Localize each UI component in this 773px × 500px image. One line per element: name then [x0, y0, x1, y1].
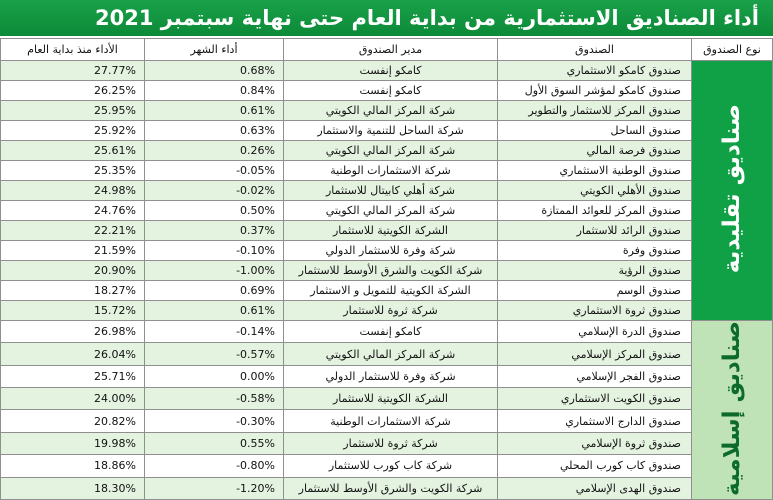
header-ytd-performance: الأداء منذ بداية العام [1, 39, 145, 61]
fund-name-cell: صندوق فرصة المالي [498, 141, 692, 161]
ytd-performance-cell: 26.04% [1, 343, 145, 365]
fund-manager-cell: شركة المركز المالي الكويتي [284, 343, 498, 365]
ytd-performance-cell: 25.95% [1, 101, 145, 121]
group-traditional-funds [692, 61, 773, 321]
table-row [1, 161, 773, 181]
table-row [1, 301, 773, 321]
month-performance-cell: -0.58% [145, 388, 284, 410]
fund-name-cell: صندوق وفرة [498, 241, 692, 261]
month-performance-cell: -1.00% [145, 261, 284, 281]
fund-name-cell: صندوق الدارج الاستثماري [498, 410, 692, 432]
fund-name-cell: صندوق الوطنية الاستثماري [498, 161, 692, 181]
fund-name-cell: صندوق كامكو الاستثماري [498, 61, 692, 81]
table-row [1, 365, 773, 387]
month-performance-cell: -0.57% [145, 343, 284, 365]
ytd-performance-cell: 25.61% [1, 141, 145, 161]
month-performance-cell: 0.61% [145, 301, 284, 321]
fund-name-cell: صندوق الرائد للاستثمار [498, 221, 692, 241]
month-performance-cell: -1.20% [145, 477, 284, 499]
ytd-performance-cell: 20.90% [1, 261, 145, 281]
month-performance-cell: 0.63% [145, 121, 284, 141]
fund-manager-cell: كامكو إنفست [284, 81, 498, 101]
funds-table [0, 38, 773, 500]
header-manager: مدير الصندوق [284, 39, 498, 61]
month-performance-cell: -0.80% [145, 455, 284, 477]
ytd-performance-cell: 19.98% [1, 432, 145, 454]
table-row [1, 343, 773, 365]
ytd-performance-cell: 22.21% [1, 221, 145, 241]
ytd-performance-cell: 18.27% [1, 281, 145, 301]
ytd-performance-cell: 15.72% [1, 301, 145, 321]
table-row [1, 261, 773, 281]
month-performance-cell: -0.05% [145, 161, 284, 181]
ytd-performance-cell: 26.98% [1, 321, 145, 343]
table-row [1, 61, 773, 81]
fund-manager-cell: الشركة الكويتية للاستثمار [284, 388, 498, 410]
fund-manager-cell: شركة الكويت والشرق الأوسط للاستثمار [284, 477, 498, 499]
header-month-performance: أداء الشهر [145, 39, 284, 61]
fund-name-cell: صندوق الساحل [498, 121, 692, 141]
fund-name-cell: صندوق الهدى الإسلامي [498, 477, 692, 499]
ytd-performance-cell: 25.92% [1, 121, 145, 141]
fund-name-cell: صندوق الوسم [498, 281, 692, 301]
month-performance-cell: 0.69% [145, 281, 284, 301]
fund-manager-cell: شركة المركز المالي الكويتي [284, 141, 498, 161]
fund-name-cell: صندوق الكويت الاستثماري [498, 388, 692, 410]
header-row [1, 39, 773, 61]
group-islamic-funds [692, 321, 773, 500]
fund-name-cell: صندوق ثروة الاستثماري [498, 301, 692, 321]
ytd-performance-cell: 24.00% [1, 388, 145, 410]
month-performance-cell: 0.26% [145, 141, 284, 161]
fund-name-cell: صندوق كاب كورب المحلي [498, 455, 692, 477]
group-label: صناديق تقليدية [718, 104, 745, 274]
fund-name-cell: صندوق كامكو لمؤشر السوق الأول [498, 81, 692, 101]
ytd-performance-cell: 24.98% [1, 181, 145, 201]
fund-name-cell: صندوق الدرة الإسلامي [498, 321, 692, 343]
month-performance-cell: 0.55% [145, 432, 284, 454]
ytd-performance-cell: 18.86% [1, 455, 145, 477]
group-label: صناديق إسلامية [718, 321, 745, 496]
fund-manager-cell: الشركة الكويتية للتمويل و الاستثمار [284, 281, 498, 301]
month-performance-cell: 0.84% [145, 81, 284, 101]
table-row [1, 201, 773, 221]
ytd-performance-cell: 26.25% [1, 81, 145, 101]
table-row [1, 121, 773, 141]
ytd-performance-cell: 18.30% [1, 477, 145, 499]
table-row [1, 477, 773, 499]
fund-manager-cell: شركة المركز المالي الكويتي [284, 201, 498, 221]
table-row [1, 81, 773, 101]
table-row [1, 241, 773, 261]
fund-name-cell: صندوق الفجر الإسلامي [498, 365, 692, 387]
page-title: أداء الصناديق الاستثمارية من بداية العام حتى نهاية سبتمبر 2021 [0, 0, 773, 36]
fund-manager-cell: شركة الكويت والشرق الأوسط للاستثمار [284, 261, 498, 281]
fund-manager-cell: شركة المركز المالي الكويتي [284, 101, 498, 121]
fund-name-cell: صندوق المركز للعوائد الممتازة [498, 201, 692, 221]
ytd-performance-cell: 25.35% [1, 161, 145, 181]
ytd-performance-cell: 21.59% [1, 241, 145, 261]
fund-manager-cell: الشركة الكويتية للاستثمار [284, 221, 498, 241]
fund-name-cell: صندوق الأهلي الكويتي [498, 181, 692, 201]
fund-name-cell: صندوق المركز للاستثمار والتطوير [498, 101, 692, 121]
table-row [1, 432, 773, 454]
fund-manager-cell: شركة الاستثمارات الوطنية [284, 410, 498, 432]
table-row [1, 321, 773, 343]
table-row [1, 221, 773, 241]
month-performance-cell: -0.02% [145, 181, 284, 201]
ytd-performance-cell: 20.82% [1, 410, 145, 432]
fund-manager-cell: كامكو إنفست [284, 61, 498, 81]
fund-manager-cell: شركة وفرة للاستثمار الدولي [284, 241, 498, 261]
month-performance-cell: 0.61% [145, 101, 284, 121]
fund-manager-cell: كامكو إنفست [284, 321, 498, 343]
month-performance-cell: 0.50% [145, 201, 284, 221]
month-performance-cell: -0.10% [145, 241, 284, 261]
ytd-performance-cell: 24.76% [1, 201, 145, 221]
month-performance-cell: 0.68% [145, 61, 284, 81]
fund-manager-cell: شركة الاستثمارات الوطنية [284, 161, 498, 181]
month-performance-cell: -0.14% [145, 321, 284, 343]
table-row [1, 181, 773, 201]
fund-name-cell: صندوق ثروة الإسلامي [498, 432, 692, 454]
header-fund-type: نوع الصندوق [692, 39, 773, 61]
fund-manager-cell: شركة وفرة للاستثمار الدولي [284, 365, 498, 387]
ytd-performance-cell: 25.71% [1, 365, 145, 387]
table-row [1, 410, 773, 432]
header-fund: الصندوق [498, 39, 692, 61]
month-performance-cell: 0.00% [145, 365, 284, 387]
ytd-performance-cell: 27.77% [1, 61, 145, 81]
fund-manager-cell: شركة ثروة للاستثمار [284, 432, 498, 454]
fund-manager-cell: شركة الساحل للتنمية والاستثمار [284, 121, 498, 141]
table-row [1, 141, 773, 161]
table-row [1, 101, 773, 121]
table-row [1, 455, 773, 477]
table-row [1, 281, 773, 301]
fund-manager-cell: شركة أهلي كابيتال للاستثمار [284, 181, 498, 201]
month-performance-cell: -0.30% [145, 410, 284, 432]
month-performance-cell: 0.37% [145, 221, 284, 241]
fund-manager-cell: شركة ثروة للاستثمار [284, 301, 498, 321]
fund-name-cell: صندوق المركز الإسلامي [498, 343, 692, 365]
fund-name-cell: صندوق الرؤية [498, 261, 692, 281]
fund-manager-cell: شركة كاب كورب للاستثمار [284, 455, 498, 477]
table-row [1, 388, 773, 410]
